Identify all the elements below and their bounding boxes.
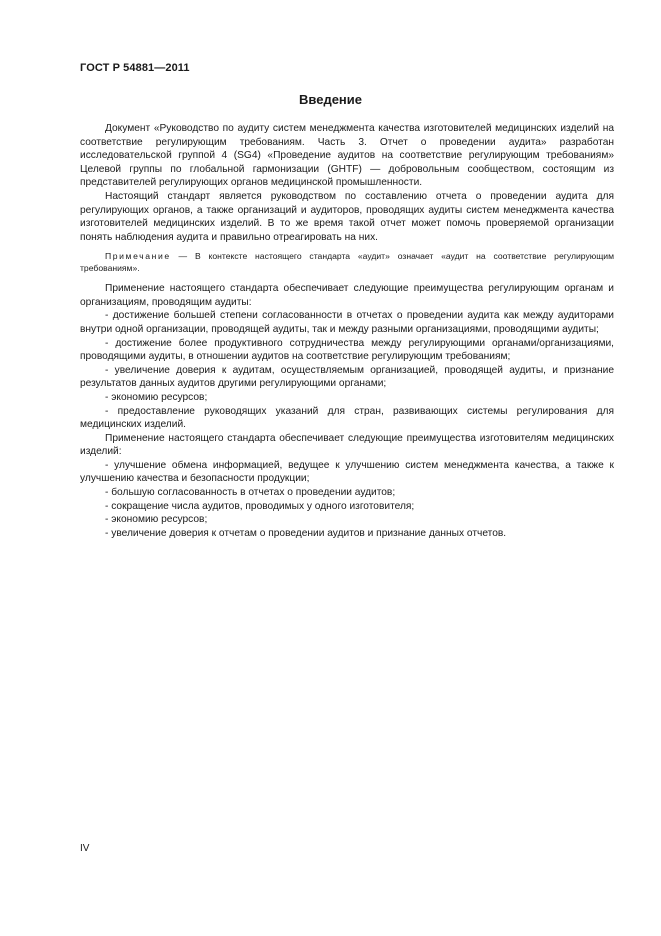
document-body [80, 122, 614, 540]
paragraph: Применение настоящего стандарта обеспечивает следующие преимущества регулирующим органам и организациям, проводящим аудиты: [80, 283, 614, 308]
list-item: - увеличение доверия к отчетам о проведении аудитов и признание данных отчетов. [105, 527, 507, 539]
standard-header: ГОСТ Р 54881—2011 [80, 62, 190, 74]
list-item: - достижение большей степени согласованности в отчетах о проведении аудита как между аудиторами внутри одной организации, проводящей аудиты, так и между разными организациями, проводящими аудиты; [80, 310, 614, 335]
paragraph: Настоящий стандарт является руководством по составлению отчета о проведении аудита для регулирующих органов, а также организаций и аудиторов, проводящих аудиты систем менеджмента качества изготовителей медицинских изделий. В то же время такой отчет может помочь проверяемой организации понять наблюдения аудита и правильно отреагировать на них. [80, 190, 614, 243]
list-item: - увеличение доверия к аудитам, осуществляемым организацией, проводящей аудиты, и признание результатов данных аудитов другими регулирующими органами; [80, 364, 614, 390]
note-text: — В контексте настоящего стандарта «аудит» означает «аудит на соответствие регулирующим требованиям». [80, 251, 614, 273]
list-item: - улучшение обмена информацией, ведущее к улучшению систем менеджмента качества, а также к улучшению качества и безопасности продукции; [80, 459, 614, 485]
note [80, 251, 614, 274]
page-number: IV [80, 843, 90, 854]
section-title: Введение [299, 92, 362, 107]
note-label: Примечание [105, 251, 171, 262]
list-item: - сокращение числа аудитов, проводимых у одного изготовителя; [105, 500, 415, 512]
list-item: - экономию ресурсов; [105, 391, 208, 403]
list-item: - достижение более продуктивного сотрудничества между регулирующими органами/организациями, проводящими аудиты, в отношении аудитов на соответствие регулирующим требованиям; [80, 337, 614, 363]
list-item: - экономию ресурсов; [105, 514, 208, 526]
paragraph: Применение настоящего стандарта обеспечивает следующие преимущества изготовителям медицинских изделий: [80, 432, 614, 458]
list-item: - предоставление руководящих указаний для стран, развивающих системы регулирования для медицинских изделий. [80, 405, 614, 431]
paragraph: Документ «Руководство по аудиту систем менеджмента качества изготовителей медицинских изделий на соответствие регулирующим требованиям. Часть 3. Отчет о проведении аудита» разработан исследовательской группой 4 (SG4) «Проведение аудитов на соответствие регулирующим требованиям» Целевой группы по глобальной гармонизации (GHTF) — добровольным сообществом, состоящим из представителей регулирующих органов медицинской промышленности. [80, 123, 614, 189]
list-item: - большую согласованность в отчетах о проведении аудитов; [105, 487, 396, 499]
